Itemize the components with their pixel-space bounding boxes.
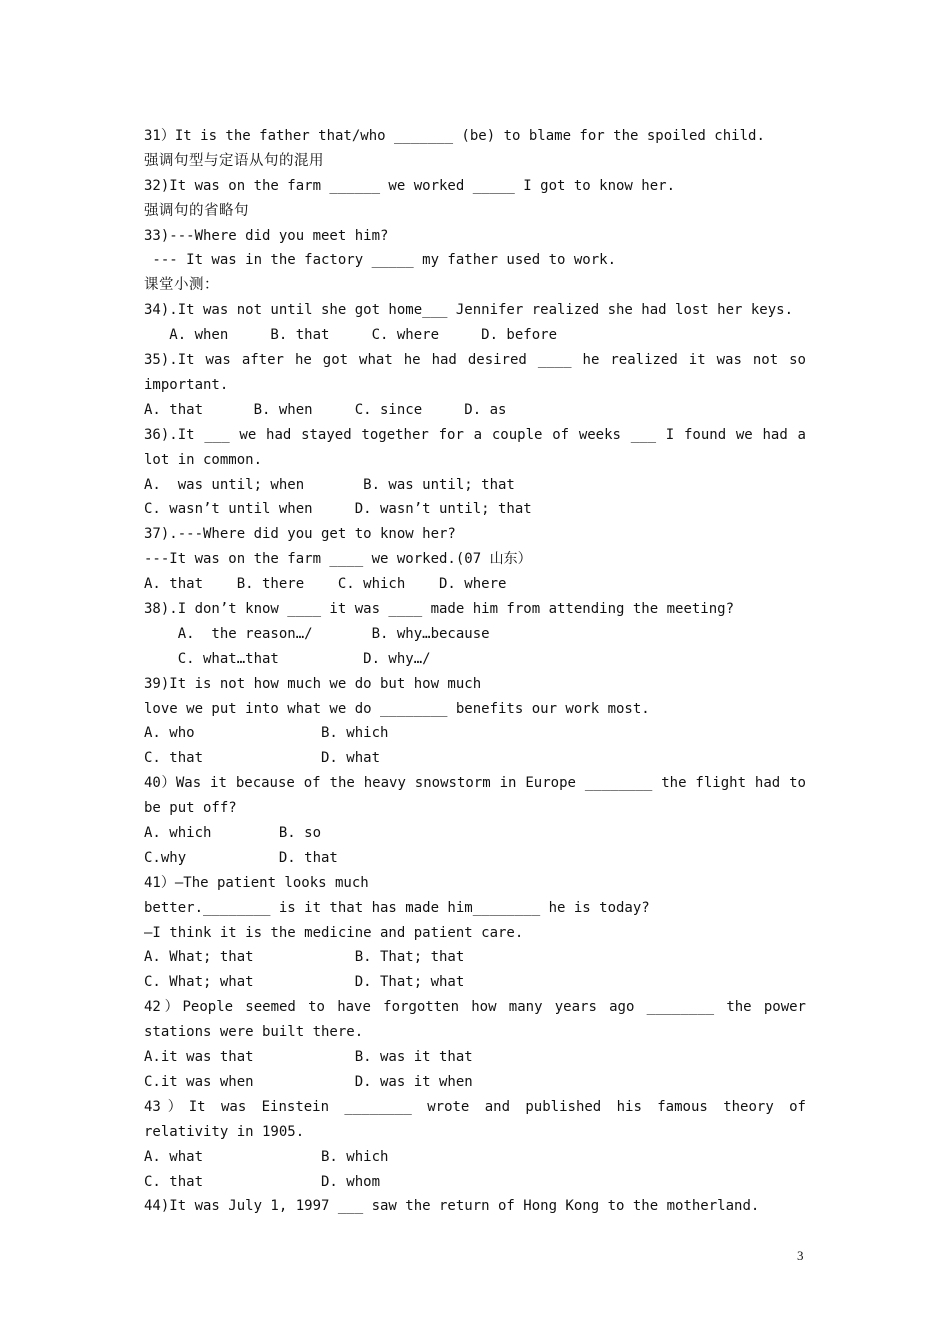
text-line: 强调句的省略句 (144, 202, 249, 219)
text-line: love we put into what we do ________ benefits our work most. (144, 700, 650, 717)
text-line: 38).I don’t know ____ it was ____ made him from attending the meeting? (144, 600, 735, 617)
text-line: C. that D. whom (144, 1173, 381, 1190)
text-line: C. wasn’t until when D. wasn’t until; that (144, 501, 532, 518)
text-line: A. which B. so (144, 825, 322, 842)
text-line: C. what…that D. why…/ (144, 650, 431, 667)
text-line: ---It was on the farm ____ we worked.(07 山东） (144, 551, 532, 568)
text-line: A. who B. which (144, 725, 389, 742)
exercise-content (144, 124, 806, 1219)
text-line: C. that D. what (144, 750, 381, 767)
text-line: A. was until; when B. was until; that (144, 476, 515, 493)
text-line: 31）It is the father that/who _______ (be) to blame for the spoiled child. (144, 128, 765, 144)
text-line: 37).---Where did you get to know her? (144, 526, 456, 543)
text-line: A. what B. which (144, 1148, 389, 1165)
text-line: 强调句型与定语从句的混用 (144, 152, 324, 169)
text-line: A. that B. there C. which D. where (144, 576, 507, 593)
text-line: 44)It was July 1, 1997 ___ saw the return of Hong Kong to the motherland. (144, 1198, 760, 1215)
text-line: 34).It was not until she got home___ Jennifer realized she had lost her keys. (144, 302, 794, 319)
text-line: 41）—The patient looks much (144, 874, 369, 891)
text-line: 40）Was it because of the heavy snowstorm in Europe ________ the flight had to be put off? (144, 775, 806, 817)
text-line: C.it was when D. was it when (144, 1073, 473, 1090)
text-line: —I think it is the medicine and patient care. (144, 924, 524, 941)
text-line: C.why D. that (144, 849, 338, 866)
text-line: --- It was in the factory _____ my father used to work. (144, 252, 617, 269)
text-line: 39)It is not how much we do but how much (144, 675, 482, 692)
text-line: 33)---Where did you meet him? (144, 227, 389, 244)
text-line: 43）It was Einstein ________ wrote and published his famous theory of relativity in 1905. (144, 1098, 806, 1140)
text-line: 32)It was on the farm ______ we worked _____ I got to know her. (144, 177, 676, 194)
page-number: 3 (797, 1248, 804, 1263)
text-line: A.it was that B. was it that (144, 1049, 473, 1066)
text-line: C. What; what D. That; what (144, 974, 465, 991)
text-line: A. that B. when C. since D. as (144, 401, 507, 418)
text-line: A. when B. that C. where D. before (144, 327, 558, 344)
text-line: A. the reason…/ B. why…because (144, 625, 490, 642)
text-line: 42）People seemed to have forgotten how many years ago ________ the power stations were built there. (144, 999, 806, 1041)
text-line: better.________ is it that has made him________ he is today? (144, 899, 650, 916)
text-line: 课堂小测： (144, 277, 219, 294)
text-line: 36).It ___ we had stayed together for a couple of weeks ___ I found we had a lot in common. (144, 426, 806, 468)
text-line: 35).It was after he got what he had desired ____ he realized it was not so important. (144, 352, 806, 393)
text-line: A. What; that B. That; that (144, 949, 465, 966)
